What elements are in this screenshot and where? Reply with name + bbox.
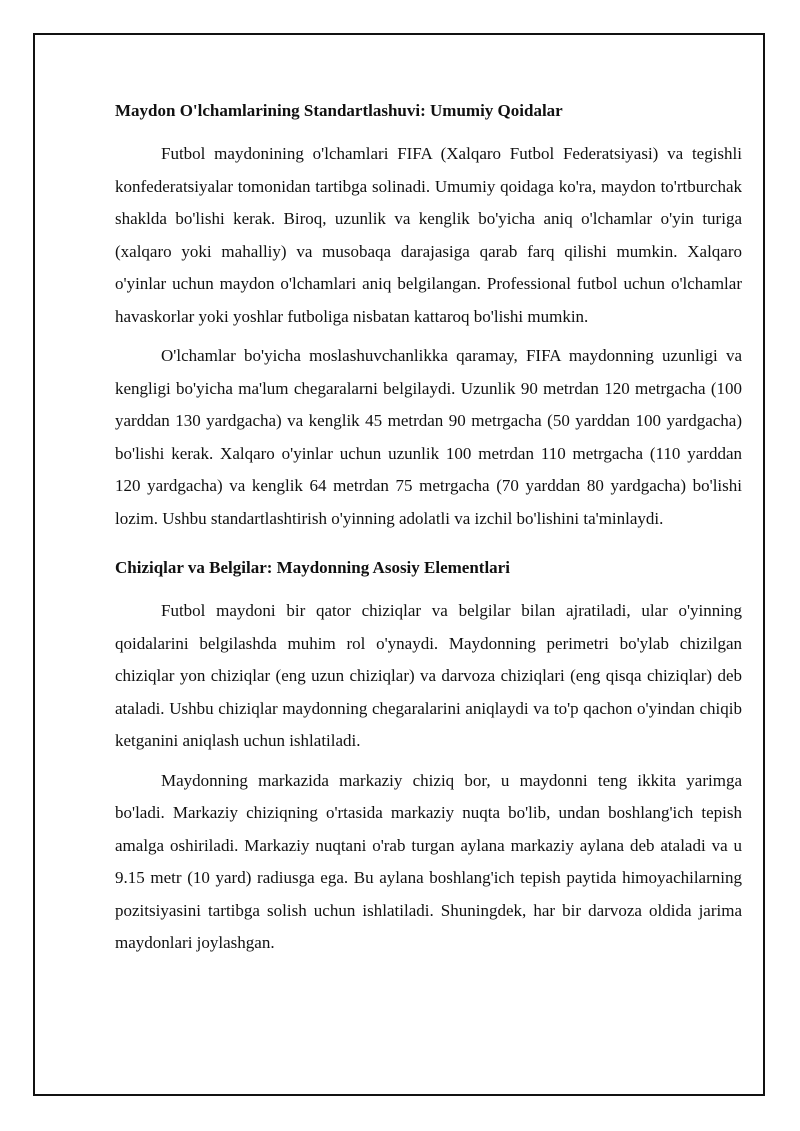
- paragraph: Maydonning markazida markaziy chiziq bor, u maydonni teng ikkita yarimga bo'ladi. Markaziy chiziqning o'rtasida markaziy nuqta bo'lib, undan boshlang'ich tepish amalga oshiriladi. Markaziy nuqtani o'rab turgan aylana markaziy aylana deb ataladi va u 9.15 metr (10 yard) radiusga ega. Bu aylana boshlang'ich tepish paytida himoyachilarning pozitsiyasini tartibga solish uchun ishlatiladi. Shuningdek, har bir darvoza oldida jarima maydonlari joylashgan.: [115, 770, 742, 952]
- paragraph: Futbol maydoni bir qator chiziqlar va belgilar bilan ajratiladi, ular o'yinning qoidalarini belgilashda muhim rol o'ynaydi. Maydonning perimetri bo'ylab chizilgan chiziqlar yon chiziqlar (eng uzun chiziqlar) va darvoza chiziqlari (eng qisqa chiziqlar) deb ataladi. Ushbu chiziqlar maydonning chegaralarini aniqlaydi va to'p qachon o'yindan chiqib ketganini aniqlash uchun ishlatiladi.: [115, 601, 742, 750]
- paragraph: O'lchamlar bo'yicha moslashuvchanlikka qaramay, FIFA maydonning uzunligi va kengligi bo'yicha ma'lum chegaralarni belgilaydi. Uzunlik 90 metrdan 120 metrgacha (100 yarddan 130 yardgacha) va kenglik 45 metrdan 90 metrgacha (50 yarddan 100 yardgacha) bo'lishi kerak. Xalqaro o'yinlar uchun uzunlik 100 metrdan 110 metrgacha (110 yarddan 120 yardgacha) va kenglik 64 metrdan 75 metrgacha (70 yarddan 80 yardgacha) bo'lishi lozim. Ushbu standartlashtirish o'yinning adolatli va izchil bo'lishini ta'minlaydi.: [115, 346, 742, 528]
- section-heading-lines: Chiziqlar va Belgilar: Maydonning Asosiy Elementlari: [115, 558, 510, 577]
- paragraph: Futbol maydonining o'lchamlari FIFA (Xalqaro Futbol Federatsiyasi) va tegishli konfederatsiyalar tomonidan tartibga solinadi. Umumiy qoidaga ko'ra, maydon to'rtburchak shaklda bo'lishi kerak. Biroq, uzunlik va kenglik bo'yicha aniq o'lchamlar o'yin turiga (xalqaro yoki mahalliy) va musobaqa darajasiga qarab farq qilishi mumkin. Xalqaro o'yinlar uchun maydon o'lchamlari aniq belgilangan. Professional futbol uchun o'lchamlar havaskorlar yoki yoshlar futboliga nisbatan kattaroq bo'lishi mumkin.: [115, 144, 742, 326]
- document-body: [115, 98, 742, 967]
- section-heading-dimensions: Maydon O'lchamlarining Standartlashuvi: Umumiy Qoidalar: [115, 101, 563, 120]
